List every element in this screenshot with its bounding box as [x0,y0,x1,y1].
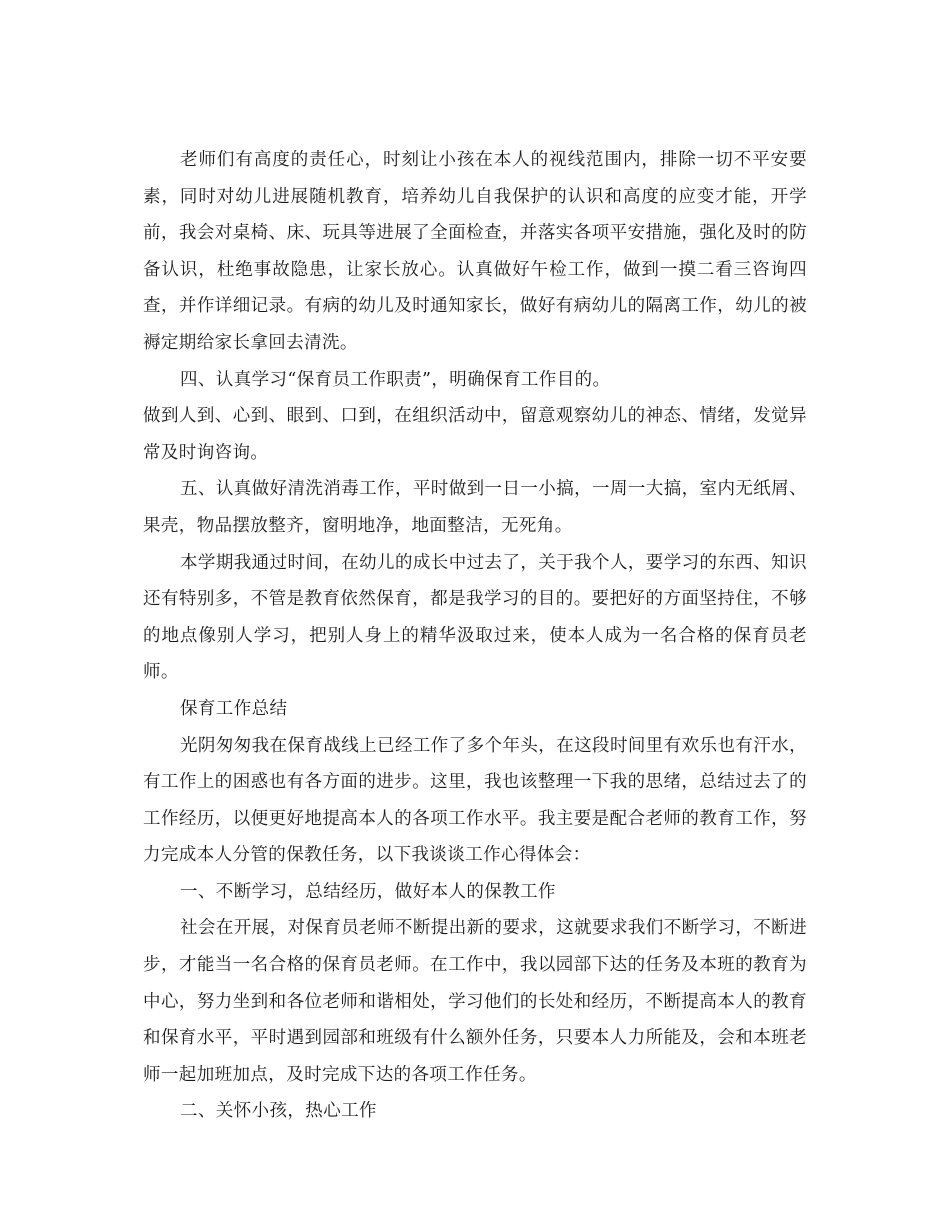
paragraph-continuous-learning: 社会在开展，对保育员老师不断提出新的要求，这就要求我们不断学习，不断进步，才能当一名合格的保育员老师。在工作中，我以园部下达的任务及本班的教育为中心，努力坐到和各位老师和谐相处，学习他们的长处和经历，不断提高本人的教育和保育水平，平时遇到园部和班级有什么额外任务，只要本人力所能及，会和本班老师一起加班加点，及时完成下达的各项工作任务。 [143,918,807,1085]
section-heading-study-duties: 四、认真学习“保育员工作职责”，明确保育工作目的。 [180,369,611,390]
document-body [143,142,807,1130]
paragraph-safety-duties: 老师们有高度的责任心，时刻让小孩在本人的视线范围内，排除一切不平安要素，同时对幼儿进展随机教育，培养幼儿自我保护的认识和高度的应变才能，开学前，我会对桌椅、床、玩具等进展了全面检查，并落实各项平安措施，强化及时的防备认识，杜绝事故隐患，让家长放心。认真做好午检工作，做到一摸二看三咨询四查，并作详细记录。有病的幼儿及时通知家长，做好有病幼儿的隔离工作，幼儿的被褥定期给家长拿回去清洗。 [143,150,807,353]
section-heading-continuous-learning: 一、不断学习，总结经历，做好本人的保教工作 [180,881,556,902]
paragraph-observe-children: 做到人到、心到、眼到、口到，在组织活动中，留意观察幼儿的神态、情绪，发觉异常及时询咨询。 [143,406,807,463]
section-heading-care-for-children: 二、关怀小孩，热心工作 [180,1101,377,1122]
paragraph-semester-reflection: 本学期我通过时间，在幼儿的成长中过去了，关于我个人，要学习的东西、知识还有特别多，不管是教育依然保育，都是我学习的目的。要把好的方面坚持住，不够的地点像别人学习，把别人身上的精华汲取过来，使本人成为一名合格的保育员老师。 [143,552,807,683]
paragraph-intro: 光阴匆匆我在保育战线上已经工作了多个年头，在这段时间里有欢乐也有汗水，有工作上的困惑也有各方面的进步。这里，我也该整理一下我的思绪，总结过去了的工作经历，以便更好地提高本人的各项工作水平。我主要是配合老师的教育工作，努力完成本人分管的保教任务，以下我谈谈工作心得体会： [143,735,807,866]
document-subtitle: 保育工作总结 [180,698,288,719]
paragraph-cleaning-disinfection: 五、认真做好清洗消毒工作，平时做到一日一小搞，一周一大搞，室内无纸屑、果壳，物品摆放整齐，窗明地净，地面整洁，无死角。 [143,479,807,536]
